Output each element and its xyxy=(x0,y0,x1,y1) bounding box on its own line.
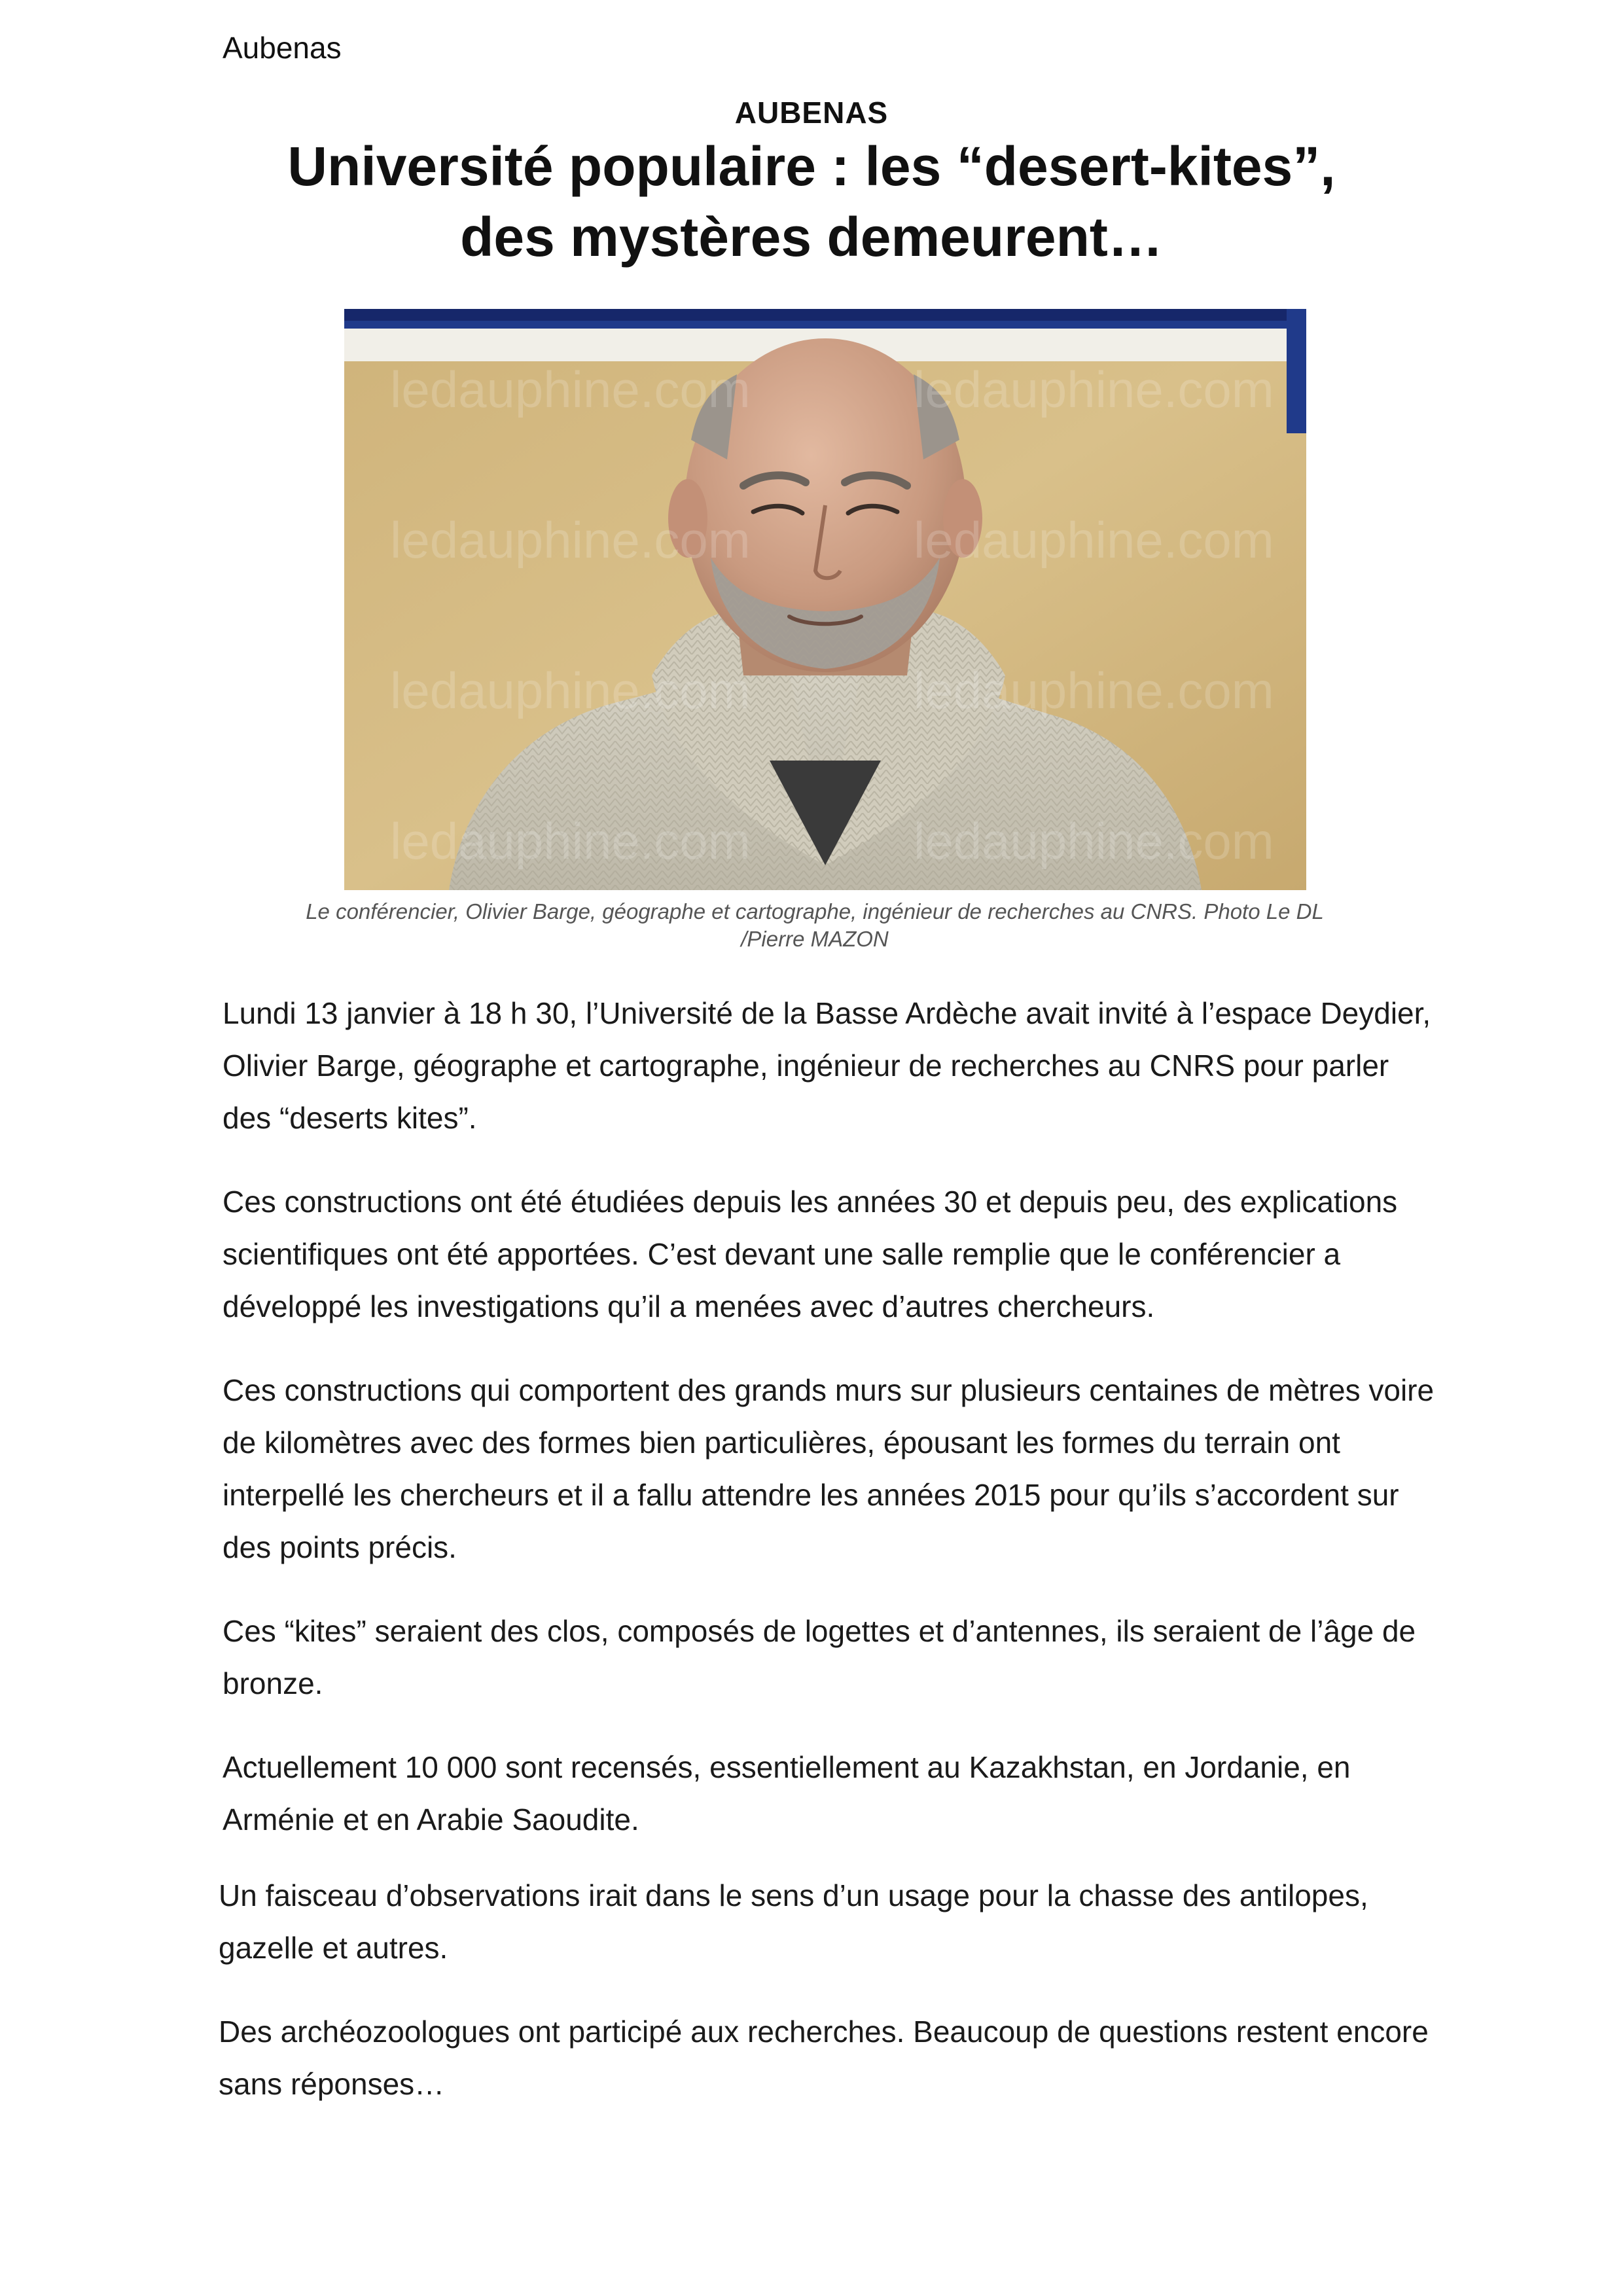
svg-text:ledauphine.com: ledauphine.com xyxy=(914,511,1274,569)
article-paragraph: Ces constructions qui comportent des grands murs sur plusieurs centaines de mètres voire de kilomètres avec des formes bien particulières, épousant les formes du terrain ont interpellé les chercheurs et il a fallu attendre les années 2015 pour qu’ils s’accordent sur des points précis. xyxy=(223,1373,1435,1564)
article-paragraph: Lundi 13 janvier à 18 h 30, l’Université de la Basse Ardèche avait invité à l’espace Deydier, Olivier Barge, géographe et cartographe, ingénieur de recherches au CNRS pour parler des “deserts kites”. xyxy=(223,996,1431,1135)
article-photo xyxy=(344,309,1306,890)
svg-text:ledauphine.com: ledauphine.com xyxy=(390,511,751,569)
svg-text:ledauphine.com: ledauphine.com xyxy=(914,662,1274,719)
photo-caption-line-2: /Pierre MAZON xyxy=(741,927,889,951)
article-paragraph: Un faisceau d’observations irait dans le sens d’un usage pour la chasse des antilopes, gazelle et autres. xyxy=(219,1878,1368,1965)
article-paragraph: Des archéozoologues ont participé aux recherches. Beaucoup de questions restent encore sans réponses… xyxy=(219,2015,1429,2101)
photo-caption-line-1: Le conférencier, Olivier Barge, géographe et cartographe, ingénieur de recherches au CNRS. Photo Le DL xyxy=(306,899,1324,924)
article-title-line-1: Université populaire : les “desert-kites”, xyxy=(287,135,1336,197)
article-paragraph: Ces constructions ont été étudiées depuis les années 30 et depuis peu, des explications scientifiques ont été apportées. C’est devant une salle remplie que le conférencier a développé les investigations qu’il a menées avec d’autres chercheurs. xyxy=(223,1185,1398,1323)
article-paragraph: Actuellement 10 000 sont recensés, essentiellement au Kazakhstan, en Jordanie, en Arménie et en Arabie Saoudite. xyxy=(223,1750,1351,1837)
article-title xyxy=(131,131,1492,272)
article-paragraph: Ces “kites” seraient des clos, composés de logettes et d’antennes, ils seraient de l’âge de bronze. xyxy=(223,1614,1416,1700)
svg-text:ledauphine.com: ledauphine.com xyxy=(914,812,1274,870)
header-location: Aubenas xyxy=(223,31,342,65)
article-title-line-2: des mystères demeurent… xyxy=(460,206,1163,268)
article-kicker: AUBENAS xyxy=(734,96,889,130)
article-body xyxy=(219,987,1440,2142)
svg-text:ledauphine.com: ledauphine.com xyxy=(390,662,751,719)
svg-text:ledauphine.com: ledauphine.com xyxy=(390,361,751,418)
svg-text:ledauphine.com: ledauphine.com xyxy=(390,812,751,870)
photo-caption xyxy=(216,898,1414,953)
svg-text:ledauphine.com: ledauphine.com xyxy=(914,361,1274,418)
